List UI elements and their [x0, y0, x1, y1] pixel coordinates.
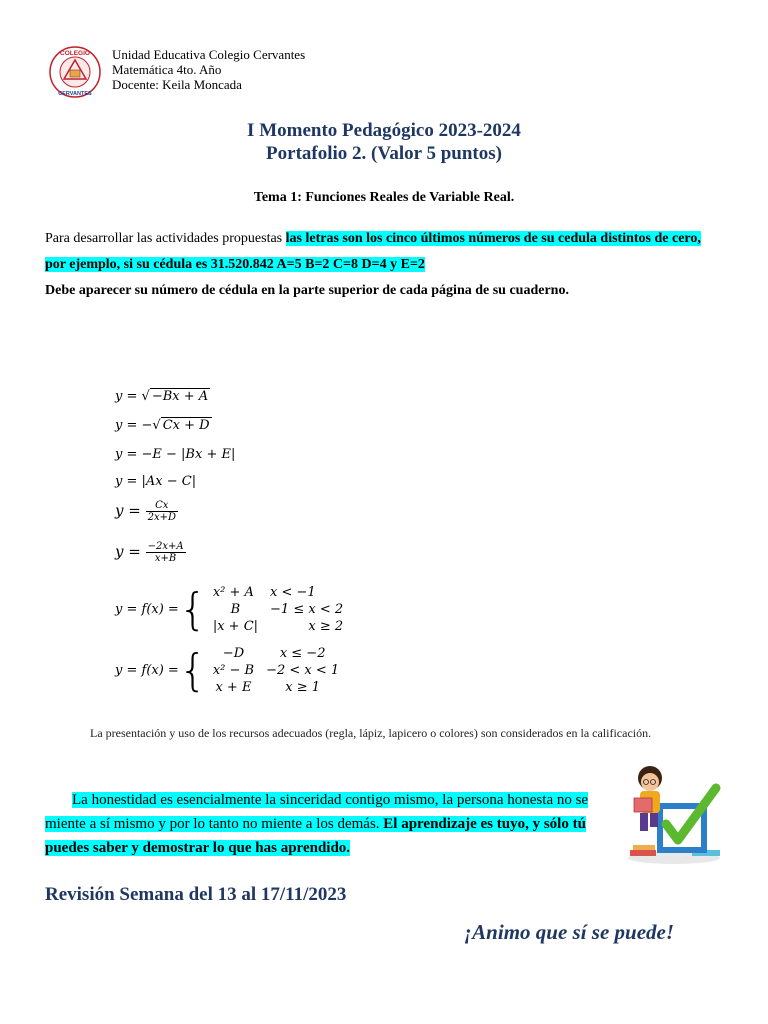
presentation-note: La presentación y uso de los recursos adecuados (regla, lápiz, lapicero o colores) son considerados en la calificación.	[90, 726, 652, 740]
equation-5: y = $\frac{Cx}{2x+D}$	[115, 500, 176, 523]
instructions-plain: Para desarrollar las actividades propuestas	[45, 231, 286, 246]
fraction-6-numerator: −2x+A	[147, 541, 184, 552]
revision-week: Revisión Semana del 13 al 17/11/2023	[45, 884, 347, 905]
student-checkbox-illustration	[624, 758, 724, 868]
encouragement-text: ¡Animo que sí se puede!	[464, 920, 675, 944]
honesty-bold: El aprendizaje es tuyo, y sólo tú puedes saber y demostrar lo que has aprendido.	[45, 816, 586, 856]
instructions-note: Debe aparecer su número de cédula en la parte superior de cada página de su cuaderno.	[45, 283, 569, 298]
instructions-paragraph	[45, 226, 725, 278]
logo-text-top: COLEGIO	[60, 50, 90, 57]
teacher-name: Docente: Keila Moncada	[112, 77, 242, 92]
school-logo	[48, 45, 102, 99]
topic-heading: Tema 1: Funciones Reales de Variable Real.	[253, 190, 515, 205]
page-title: I Momento Pedagógico 2023-2024	[247, 120, 521, 141]
page-subtitle: Portafolio 2. (Valor 5 puntos)	[266, 143, 502, 164]
equation-3: y = −E − |Bx + E|	[115, 447, 236, 462]
fraction-6-denominator: x+B	[154, 553, 177, 564]
fraction-5-denominator: 2x+D	[147, 512, 176, 523]
logo-text-bottom: CERVANTES	[58, 91, 92, 97]
school-header	[112, 47, 305, 92]
equation-1: y = √ −Bx + A	[115, 389, 209, 404]
radicand-2: Cx + D	[162, 418, 210, 433]
instructions-highlight: las letras son los cinco últimos números de su cedula distintos de cero, por ejemplo, si su cédula es 31.520.842 A=5 B=2 C=8 D=4 y E=2	[45, 231, 701, 272]
equation-6: y = $\frac{-2x+A}{x+B}$	[115, 541, 184, 564]
honesty-paragraph	[45, 788, 615, 860]
radicand-1: −Bx + A	[151, 389, 209, 404]
piecewise-1: y = f(x) ={ x² + A x < −1 B −1 ≤ x < 2 |x + C| x ≥ 2	[115, 583, 344, 635]
subject-name: Matemática 4to. Año	[112, 62, 222, 77]
piecewise-2: y = f(x) ={ −D x ≤ −2 x² − B −2 < x < 1 x + E x ≥ 1	[115, 644, 340, 696]
fraction-5-numerator: Cx	[146, 500, 178, 512]
honesty-plain: La honestidad es esencialmente la sinceridad contigo mismo, la persona honesta no se miente a sí mismo y por lo tanto no miente a los demás.	[45, 792, 589, 832]
equation-2: y = −√ Cx + D	[115, 418, 210, 433]
school-name: Unidad Educativa Colegio Cervantes	[112, 47, 306, 62]
equation-4: y = |Ax − C|	[115, 474, 197, 489]
